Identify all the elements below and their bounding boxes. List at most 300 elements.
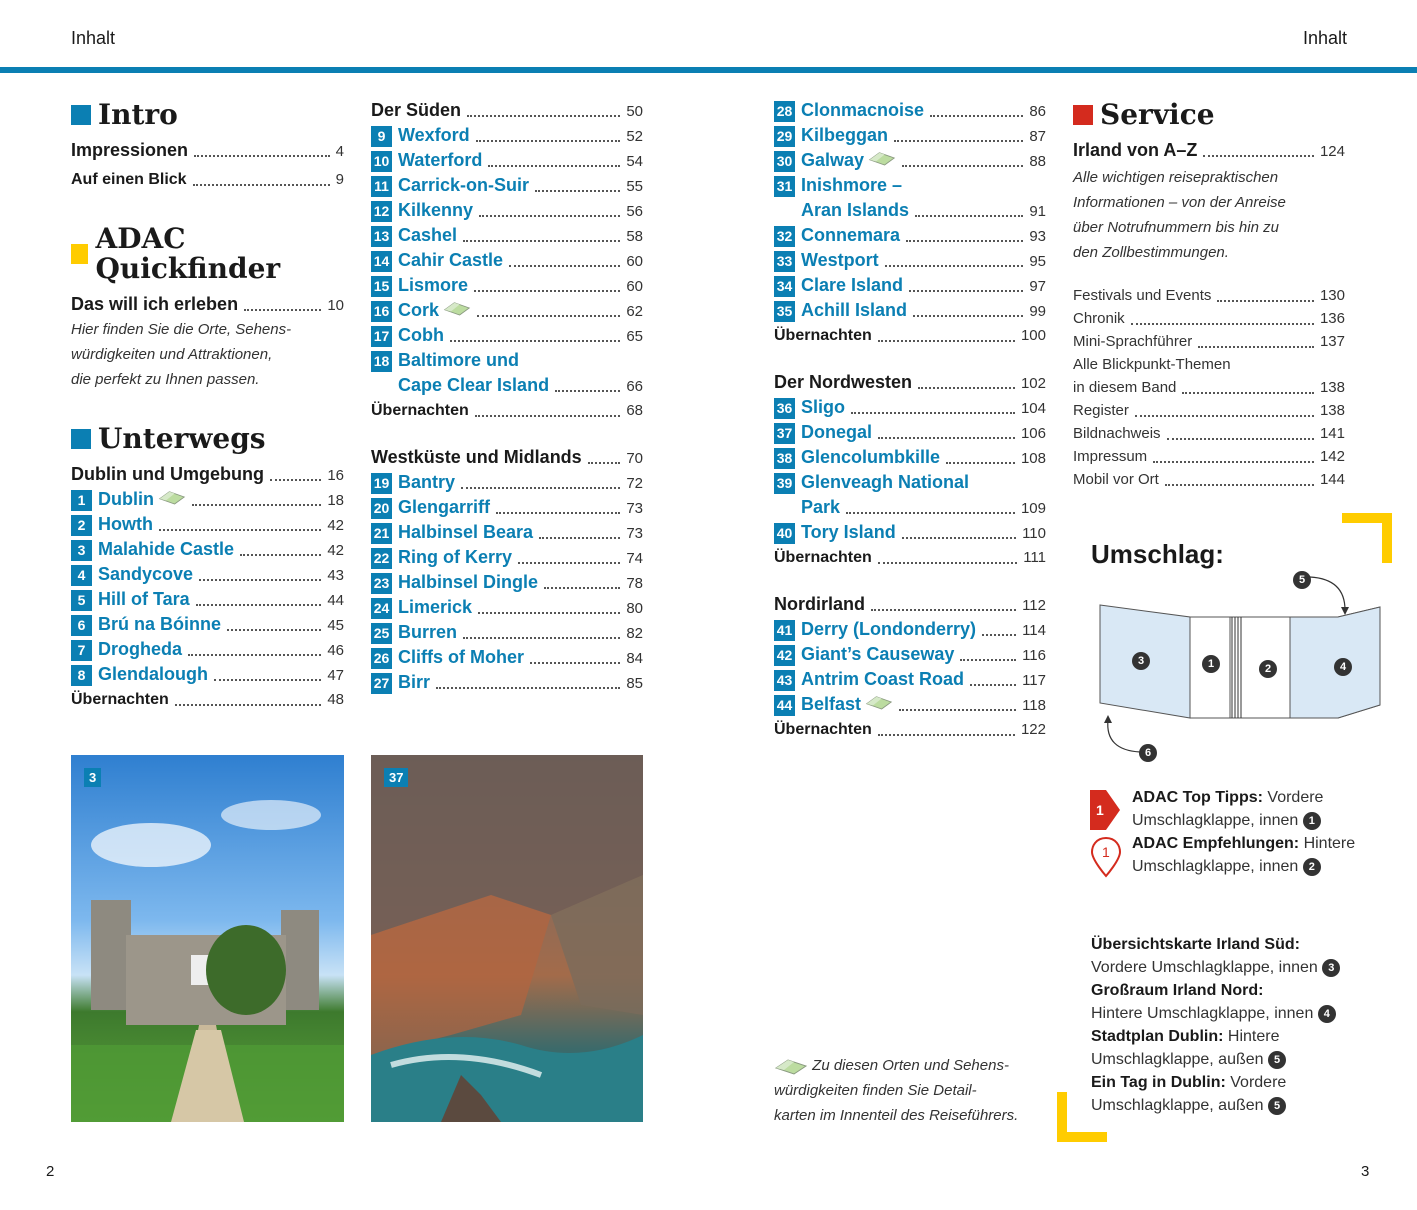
dot-leader [188, 654, 321, 656]
item-page: 136 [1319, 310, 1345, 327]
ref-marker: 1 [1303, 812, 1321, 830]
item-label: Hill of Tara [98, 589, 190, 609]
section-title: Intro [98, 98, 178, 131]
ref-marker: 2 [1303, 858, 1321, 876]
photo-badge: 3 [84, 768, 101, 787]
item-page: 42 [327, 542, 344, 559]
dot-leader [530, 662, 620, 664]
item-number: 22 [371, 548, 392, 569]
item-page: 47 [327, 667, 344, 684]
item-page: 72 [626, 475, 643, 492]
item-label: Impressum [1073, 448, 1148, 465]
item-page: 52 [626, 128, 643, 145]
umschlag-title: Umschlag: [1091, 539, 1224, 569]
flap-marker: 3 [1132, 652, 1150, 670]
section-service [1073, 100, 1345, 130]
item-label: Clonmacnoise [801, 100, 925, 120]
toc-list [371, 123, 643, 348]
item-page: 99 [1029, 303, 1046, 320]
dot-leader [1198, 346, 1314, 348]
dot-leader [539, 537, 620, 539]
toc-item[interactable] [774, 692, 1046, 717]
item-page: 60 [626, 253, 643, 270]
toc-item[interactable] [371, 570, 643, 595]
toc-item[interactable] [774, 617, 1046, 642]
item-number: 29 [774, 126, 795, 147]
service-row[interactable] [1073, 445, 1345, 468]
toc-item[interactable] [774, 273, 1046, 298]
toc-item[interactable]: 18 Baltimore und [371, 348, 643, 373]
item-number: 4 [71, 565, 92, 586]
dot-leader [479, 215, 620, 217]
toc-row[interactable]: Übernachten 48 [71, 691, 344, 708]
dot-leader [930, 115, 1023, 117]
item-label: Cliffs of Moher [398, 647, 524, 667]
item-label: Festivals und Events [1073, 287, 1212, 304]
item-page: 73 [626, 525, 643, 542]
item-number: 30 [774, 151, 795, 172]
item-label: Sandycove [98, 564, 194, 584]
region-row[interactable]: Dublin und Umgebung 16 [71, 464, 344, 484]
item-label: Mobil vor Ort [1073, 471, 1159, 488]
dot-leader [476, 140, 621, 142]
section-title: Unterwegs [98, 422, 266, 455]
item-number: 8 [71, 665, 92, 686]
item-number: 14 [371, 251, 392, 272]
map-icon [868, 150, 896, 166]
item-label: Carrick-on-Suir [398, 175, 530, 195]
item-page: 62 [626, 303, 643, 320]
item-number: 43 [774, 670, 795, 691]
dot-leader [488, 165, 620, 167]
dot-leader [946, 462, 1015, 464]
service-desc: Alle wichtigen reisepraktischen Informationen – von der Anreise über Notrufnummern bis hin zu den Zollbestimmungen. [1073, 169, 1286, 261]
item-number: 20 [371, 498, 392, 519]
item-label: Waterford [398, 150, 483, 170]
toc-item[interactable] [71, 662, 344, 687]
dot-leader [518, 562, 620, 564]
toc-item[interactable] [71, 512, 344, 537]
toc-item[interactable] [71, 562, 344, 587]
item-number: 5 [71, 590, 92, 611]
toc-row[interactable]: Übernachten 111 [774, 549, 1046, 566]
toc-row[interactable]: Übernachten 68 [371, 402, 643, 419]
toc-item-cont[interactable]: Aran Islands 91 [801, 200, 1046, 220]
item-number: 38 [774, 448, 795, 469]
item-number: 34 [774, 276, 795, 297]
item-number: 16 [371, 301, 392, 322]
item-label: Bildnachweis [1073, 425, 1161, 442]
item-label: Giant’s Causeway [801, 644, 955, 664]
item-label: Dublin [98, 489, 154, 509]
dot-leader [885, 265, 1024, 267]
toc-item[interactable] [371, 520, 643, 545]
item-label: Donegal [801, 422, 873, 442]
service-row[interactable] [1073, 284, 1345, 307]
ref-marker: 3 [1322, 959, 1340, 977]
item-label: Kilbeggan [801, 125, 889, 145]
item-label: Mini-Sprachführer [1073, 333, 1193, 350]
service-list [1073, 399, 1345, 491]
header-rule [0, 67, 1417, 73]
item-number: 23 [371, 573, 392, 594]
toc-list [774, 395, 1046, 470]
dot-leader [851, 412, 1015, 414]
item-page: 138 [1319, 402, 1345, 419]
item-label: Ring of Kerry [398, 547, 513, 567]
item-label: Halbinsel Beara [398, 522, 534, 542]
item-page: 106 [1020, 425, 1046, 442]
toc-item[interactable] [71, 587, 344, 612]
toc-item[interactable]: 40 Tory Island 110 [774, 520, 1046, 545]
toc-row[interactable]: Übernachten 122 [774, 721, 1046, 738]
dot-leader [913, 315, 1023, 317]
item-label: Limerick [398, 597, 473, 617]
dot-leader [463, 240, 620, 242]
map-icon [443, 300, 471, 316]
item-label: Sligo [801, 397, 845, 417]
item-page: 55 [626, 178, 643, 195]
toc-item[interactable] [774, 298, 1046, 323]
item-label: Connemara [801, 225, 901, 245]
dot-leader [196, 604, 322, 606]
page-number-left: 2 [46, 1163, 55, 1180]
service-row[interactable] [1073, 399, 1345, 422]
dot-leader [899, 709, 1016, 711]
photo-badge: 37 [384, 768, 408, 787]
toc-item[interactable]: 31 Inishmore – [774, 173, 1046, 198]
item-label: Cork [398, 300, 440, 320]
blue-square-icon [71, 105, 91, 125]
section-unterwegs [71, 424, 344, 454]
item-number: 1 [71, 490, 92, 511]
quickfinder-desc: Hier finden Sie die Orte, Sehens- würdigkeiten und Attraktionen, die perfekt zu Ihnen passen. [71, 321, 292, 388]
item-label: Kilkenny [398, 200, 474, 220]
toc-item[interactable] [774, 445, 1046, 470]
item-number: 7 [71, 640, 92, 661]
dot-leader [509, 265, 620, 267]
item-number: 2 [71, 515, 92, 536]
legend-empfehlungen: ADAC Empfehlungen: Hintere Umschlagklappe, innen 2 [1132, 835, 1356, 875]
item-label: Register [1073, 402, 1129, 419]
item-label: Malahide Castle [98, 539, 235, 559]
column-2 [371, 98, 643, 695]
arrow-marker: 6 [1139, 744, 1157, 762]
item-page: 86 [1029, 103, 1046, 120]
toc-list [774, 98, 1046, 173]
map-icon [774, 1056, 808, 1076]
region-row[interactable]: Nordirland 112 [774, 594, 1046, 614]
map-icon [865, 694, 893, 710]
item-label: Belfast [801, 694, 862, 714]
item-number: 41 [774, 620, 795, 641]
service-row[interactable] [1073, 422, 1345, 445]
dot-leader [463, 637, 620, 639]
item-page: 118 [1022, 697, 1046, 714]
item-page: 88 [1029, 153, 1046, 170]
toc-item[interactable] [71, 637, 344, 662]
toc-item[interactable] [371, 123, 643, 148]
item-page: 58 [626, 228, 643, 245]
dot-leader [478, 612, 620, 614]
item-page: 80 [626, 600, 643, 617]
service-row[interactable] [1073, 468, 1345, 491]
column-3 [774, 98, 1046, 742]
item-page: 93 [1029, 228, 1046, 245]
page-number-right: 3 [1361, 1163, 1370, 1180]
item-label: Cahir Castle [398, 250, 504, 270]
cover-maps: Übersichtskarte Irland Süd: Vordere Umschlagklappe, innen 3 Großraum Irland Nord: Hintere Umschlagklappe, innen 4 Stadtplan Dublin: Hintere Umschlagklappe, außen 5 Ein Tag in Dublin: Vordere Umschlagklappe, außen 5 [1091, 933, 1371, 1117]
toc-item[interactable] [71, 487, 344, 512]
dot-leader [982, 634, 1016, 636]
item-number: 10 [371, 151, 392, 172]
toc-item[interactable] [371, 248, 643, 273]
item-number: 32 [774, 226, 795, 247]
item-number: 27 [371, 673, 392, 694]
dot-leader [496, 512, 620, 514]
item-number: 44 [774, 695, 795, 716]
toc-item[interactable] [371, 198, 643, 223]
photo-slieve-league [371, 755, 643, 1122]
header-right: Inhalt [1302, 28, 1347, 48]
item-number: 11 [371, 176, 392, 197]
dot-leader [1167, 438, 1314, 440]
item-number: 15 [371, 276, 392, 297]
dot-leader [461, 487, 620, 489]
item-number: 17 [371, 326, 392, 347]
item-page: 95 [1029, 253, 1046, 270]
item-label: Glengarriff [398, 497, 491, 517]
photo-malahide-castle [71, 755, 344, 1122]
item-page: 142 [1319, 448, 1345, 465]
item-number: 26 [371, 648, 392, 669]
item-number: 42 [774, 645, 795, 666]
item-page: 141 [1319, 425, 1345, 442]
dot-leader [878, 437, 1015, 439]
toc-item[interactable] [371, 470, 643, 495]
empfehlung-icon-label: 1 [1102, 844, 1110, 860]
section-title: Service [1100, 98, 1215, 131]
item-page: 18 [327, 492, 344, 509]
item-page: 73 [626, 500, 643, 517]
toc-row[interactable]: Übernachten 100 [774, 327, 1046, 344]
toc-item[interactable] [774, 642, 1046, 667]
toc-item[interactable] [371, 323, 643, 348]
item-label: Glencolumbkille [801, 447, 941, 467]
item-label: Lismore [398, 275, 469, 295]
toc-item[interactable] [371, 670, 643, 695]
arrow-marker: 5 [1293, 571, 1311, 589]
dot-leader [199, 579, 321, 581]
item-label: Birr [398, 672, 431, 692]
item-page: 65 [626, 328, 643, 345]
flap-marker: 2 [1259, 660, 1277, 678]
item-page: 97 [1029, 278, 1046, 295]
item-label: Wexford [398, 125, 470, 145]
item-page: 85 [626, 675, 643, 692]
item-label: Howth [98, 514, 153, 534]
service-row[interactable] [1073, 307, 1345, 330]
toc-item-cont[interactable]: Cape Clear Island 66 [398, 375, 643, 395]
map-note: Zu diesen Orten und Sehens- würdigkeiten finden Sie Detail- karten im Innenteil des Reiseführers. [774, 1057, 1019, 1124]
dot-leader [159, 529, 321, 531]
dot-leader [544, 587, 620, 589]
section-title: ADAC Quickfinder [95, 222, 281, 285]
service-row: Alle Blickpunkt-Themen [1073, 356, 1231, 373]
dot-leader [227, 629, 321, 631]
item-page: 130 [1319, 287, 1345, 304]
dot-leader [240, 554, 321, 556]
dot-leader [450, 340, 620, 342]
item-page: 43 [327, 567, 344, 584]
toc-item[interactable] [774, 420, 1046, 445]
flap-marker: 1 [1202, 655, 1220, 673]
red-square-icon [1073, 105, 1093, 125]
toc-item[interactable] [371, 620, 643, 645]
item-label: Drogheda [98, 639, 183, 659]
toc-row[interactable]: Irland von A–Z 124 [1073, 140, 1345, 160]
dot-leader [894, 140, 1023, 142]
item-label: Cobh [398, 325, 444, 345]
item-label: Halbinsel Dingle [398, 572, 539, 592]
dot-leader [906, 240, 1023, 242]
toc-row[interactable]: Auf einen Blick 9 [71, 171, 344, 188]
item-number: 19 [371, 473, 392, 494]
item-label: Glendalough [98, 664, 208, 684]
item-page: 60 [626, 278, 643, 295]
item-label: Cashel [398, 225, 458, 245]
column-4 [1073, 100, 1345, 491]
region-row[interactable]: Der Süden 50 [371, 100, 643, 120]
item-page: 45 [327, 617, 344, 634]
blue-square-icon [71, 429, 91, 449]
toc-item[interactable] [371, 545, 643, 570]
toc-list [774, 617, 1046, 717]
toc-item[interactable] [71, 612, 344, 637]
item-page: 104 [1020, 400, 1046, 417]
item-number: 33 [774, 251, 795, 272]
dot-leader [1131, 323, 1314, 325]
section-intro [71, 100, 344, 130]
dot-leader [1153, 461, 1314, 463]
item-page: 78 [626, 575, 643, 592]
ref-marker: 5 [1268, 1097, 1286, 1115]
item-number: 9 [371, 126, 392, 147]
toc-item[interactable] [774, 248, 1046, 273]
dot-leader [970, 684, 1016, 686]
dot-leader [1217, 300, 1314, 302]
toc-item-cont[interactable]: Park 109 [801, 497, 1046, 517]
item-page: 84 [626, 650, 643, 667]
toc-row[interactable]: Impressionen 4 [71, 140, 344, 160]
dot-leader [192, 504, 321, 506]
item-label: Bantry [398, 472, 456, 492]
item-label: Clare Island [801, 275, 904, 295]
item-number: 12 [371, 201, 392, 222]
item-page: 56 [626, 203, 643, 220]
toc-item[interactable] [71, 537, 344, 562]
flap-marker: 4 [1334, 658, 1352, 676]
toc-item[interactable] [371, 495, 643, 520]
item-number: 3 [71, 540, 92, 561]
ref-marker: 5 [1268, 1051, 1286, 1069]
service-row[interactable]: in diesem Band 138 [1073, 379, 1345, 396]
region-row[interactable]: Der Nordwesten 102 [774, 372, 1046, 392]
item-page: 137 [1319, 333, 1345, 350]
map-icon [158, 489, 186, 505]
item-page: 117 [1022, 672, 1046, 689]
item-page: 46 [327, 642, 344, 659]
top-tipp-icon-label: 1 [1096, 802, 1104, 818]
toc-item[interactable]: 39 Glenveagh National [774, 470, 1046, 495]
item-page: 144 [1319, 471, 1345, 488]
dot-leader [436, 687, 620, 689]
toc-item[interactable] [371, 173, 643, 198]
dot-leader [214, 679, 321, 681]
item-number: 6 [71, 615, 92, 636]
item-label: Brú na Bóinne [98, 614, 222, 634]
dot-leader [1135, 415, 1314, 417]
section-quickfinder [71, 224, 344, 284]
item-number: 37 [774, 423, 795, 444]
item-label: Westport [801, 250, 879, 270]
toc-item[interactable] [774, 148, 1046, 173]
item-page: 82 [626, 625, 643, 642]
dot-leader [1165, 484, 1314, 486]
legend-top-tipps: ADAC Top Tipps: Vordere Umschlagklappe, innen 1 [1132, 789, 1324, 829]
toc-item[interactable] [774, 98, 1046, 123]
corner-bracket [1342, 513, 1392, 563]
region-row[interactable]: Westküste und Midlands 70 [371, 447, 643, 467]
toc-item[interactable] [774, 123, 1046, 148]
ref-marker: 4 [1318, 1005, 1336, 1023]
toc-list [774, 223, 1046, 323]
item-page: 116 [1022, 647, 1046, 664]
toc-row[interactable]: Das will ich erleben 10 [71, 294, 344, 314]
item-label: Galway [801, 150, 865, 170]
item-label: Antrim Coast Road [801, 669, 965, 689]
dot-leader [535, 190, 620, 192]
item-number: 13 [371, 226, 392, 247]
toc-item[interactable] [371, 298, 643, 323]
toc-item[interactable] [774, 223, 1046, 248]
service-row[interactable] [1073, 330, 1345, 353]
dot-leader [902, 165, 1023, 167]
toc-item[interactable] [371, 273, 643, 298]
column-1 [71, 100, 344, 712]
toc-item[interactable] [774, 667, 1046, 692]
item-number: 25 [371, 623, 392, 644]
item-number: 21 [371, 523, 392, 544]
item-page: 87 [1029, 128, 1046, 145]
item-page: 74 [626, 550, 643, 567]
item-page: 114 [1022, 622, 1046, 639]
header-left: Inhalt [71, 28, 116, 48]
top-tipp-icon [1090, 790, 1122, 830]
item-label: Burren [398, 622, 458, 642]
toc-item[interactable] [371, 645, 643, 670]
dot-leader [474, 290, 620, 292]
toc-item[interactable] [371, 148, 643, 173]
item-number: 24 [371, 598, 392, 619]
toc-item[interactable] [371, 223, 643, 248]
toc-list [71, 487, 344, 687]
toc-item[interactable] [371, 595, 643, 620]
item-page: 54 [626, 153, 643, 170]
toc-item[interactable] [774, 395, 1046, 420]
item-page: 42 [327, 517, 344, 534]
yellow-square-icon [71, 244, 88, 264]
